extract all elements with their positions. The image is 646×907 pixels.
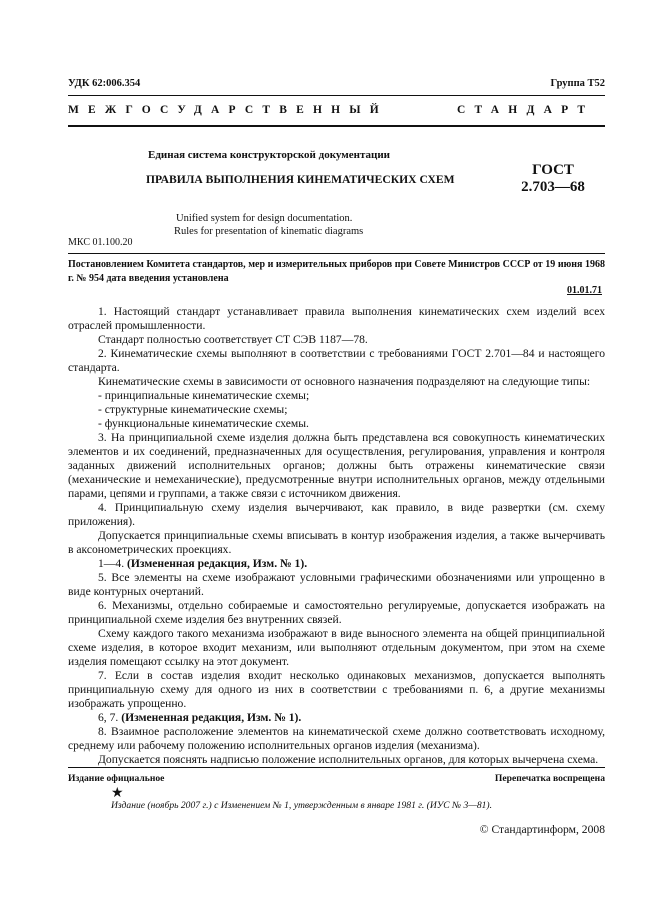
mks-code: МКС 01.100.20: [68, 237, 133, 248]
udk-code: УДК 62:006.354: [68, 78, 141, 89]
group-code: Группа Т52: [550, 78, 605, 89]
paragraph-11: 7. Если в состав изделия входит несколько одинаковых механизмов, допускается выполнять принципиальную схему для одного из них в соответствии с требованиями п. 6, а другие механизмы изображать упрощенно.: [68, 669, 605, 710]
top-rule: [68, 95, 605, 96]
paragraph-6: 4. Принципиальную схему изделия вычерчивают, как правило, в виде развертки (см. схему приложения).: [68, 501, 605, 528]
standard-title: ПРАВИЛА ВЫПОЛНЕНИЯ КИНЕМАТИЧЕСКИХ СХЕМ: [146, 173, 455, 186]
english-title-line2: Rules for presentation of kinematic diagrams: [174, 226, 364, 237]
banner-interstate: МЕЖГОСУДАРСТВЕННЫЙ: [68, 104, 388, 116]
paragraph-2: Стандарт полностью соответствует СТ СЭВ 1187—78.: [98, 333, 368, 346]
paragraph-13: Допускается пояснять надписью положение исполнительных органов, для которых вычерчена схема.: [98, 753, 599, 766]
introduction-date: 01.01.71: [567, 285, 602, 296]
title-rule: [68, 253, 605, 254]
system-title: Единая система конструкторской документации: [148, 149, 390, 161]
amendment-note-2: [68, 711, 605, 725]
gost-number: 2.703—68: [521, 179, 585, 195]
resolution-text: Постановлением Комитета стандартов, мер и измерительных приборов при Совете Министров СССР от 19 июня 1968 г. № 954 дата введения установлена: [68, 259, 605, 284]
official-edition: Издание официальное: [68, 773, 165, 784]
banner-rule: [68, 125, 605, 127]
star-icon: ★: [111, 786, 124, 801]
paragraph-9: 6. Механизмы, отдельно собираемые и самостоятельно регулируемые, допускается изображать на принципиальной схеме изделия без внутренних связей.: [68, 599, 605, 626]
banner-standard: СТАНДАРТ: [457, 104, 595, 116]
english-title-line1: Unified system for design documentation.: [176, 213, 353, 224]
paragraph-8: 5. Все элементы на схеме изображают условными графическими обозначениями или упрощенно в виде контурных очертаний.: [68, 571, 605, 598]
paragraph-1: 1. Настоящий стандарт устанавливает правила выполнения кинематических схем изделий всех отраслей промышленности.: [68, 305, 605, 332]
paragraph-3: 2. Кинематические схемы выполняют в соответствии с требованиями ГОСТ 2.701—84 и настоящего стандарта.: [68, 347, 605, 374]
amendment-2-number: 6, 7.: [98, 711, 119, 724]
edition-note: Издание (ноябрь 2007 г.) с Изменением № 1, утвержденным в январе 1981 г. (ИУС № 3—81).: [111, 800, 493, 811]
gost-label: ГОСТ: [532, 162, 574, 178]
amendment-1-text: (Измененная редакция, Изм. № 1).: [127, 557, 308, 570]
amendment-1-number: 1—4.: [98, 557, 125, 570]
list-item-functional: - функциональные кинематические схемы.: [98, 417, 309, 430]
copyright: © Стандартинформ, 2008: [479, 823, 605, 836]
paragraph-10: Схему каждого такого механизма изображают в виде выносного элемента на общей принципиальной схеме изделия, в которое входит механизм, или выполняют отдельным документом, при этом на схеме изделия помещают ссылку на этот документ.: [68, 627, 605, 668]
list-item-principal: - принципиальные кинематические схемы;: [98, 389, 310, 402]
amendment-2-text: (Измененная редакция, Изм. № 1).: [121, 711, 302, 724]
paragraph-12: 8. Взаимное расположение элементов на кинематической схеме должно соответствовать исходному, среднему или рабочему положению исполнительных органов изделия (механизма).: [68, 725, 605, 752]
footer-rule: [68, 767, 605, 768]
body-text: [68, 305, 605, 767]
amendment-note-1: [68, 557, 605, 571]
reprint-prohibited: Перепечатка воспрещена: [494, 773, 605, 784]
paragraph-7: Допускается принципиальные схемы вписывать в контур изображения изделия, а также вычерчивать в аксонометрических проекциях.: [68, 529, 605, 556]
paragraph-4: Кинематические схемы в зависимости от основного назначения подразделяют на следующие типы:: [98, 375, 591, 388]
list-item-structural: - структурные кинематические схемы;: [98, 403, 288, 416]
paragraph-5: 3. На принципиальной схеме изделия должна быть представлена вся совокупность кинематических элементов и их соединений, предназначенных для осуществления, регулирования, управления и контроля заданных движений исполнительных органов; должны быть отражены кинематические связи (механические и немеханические), предусмотренные внутри исполнительных органов, между отдельными парами, цепями и группами, а также связи с источником движения.: [68, 431, 605, 500]
